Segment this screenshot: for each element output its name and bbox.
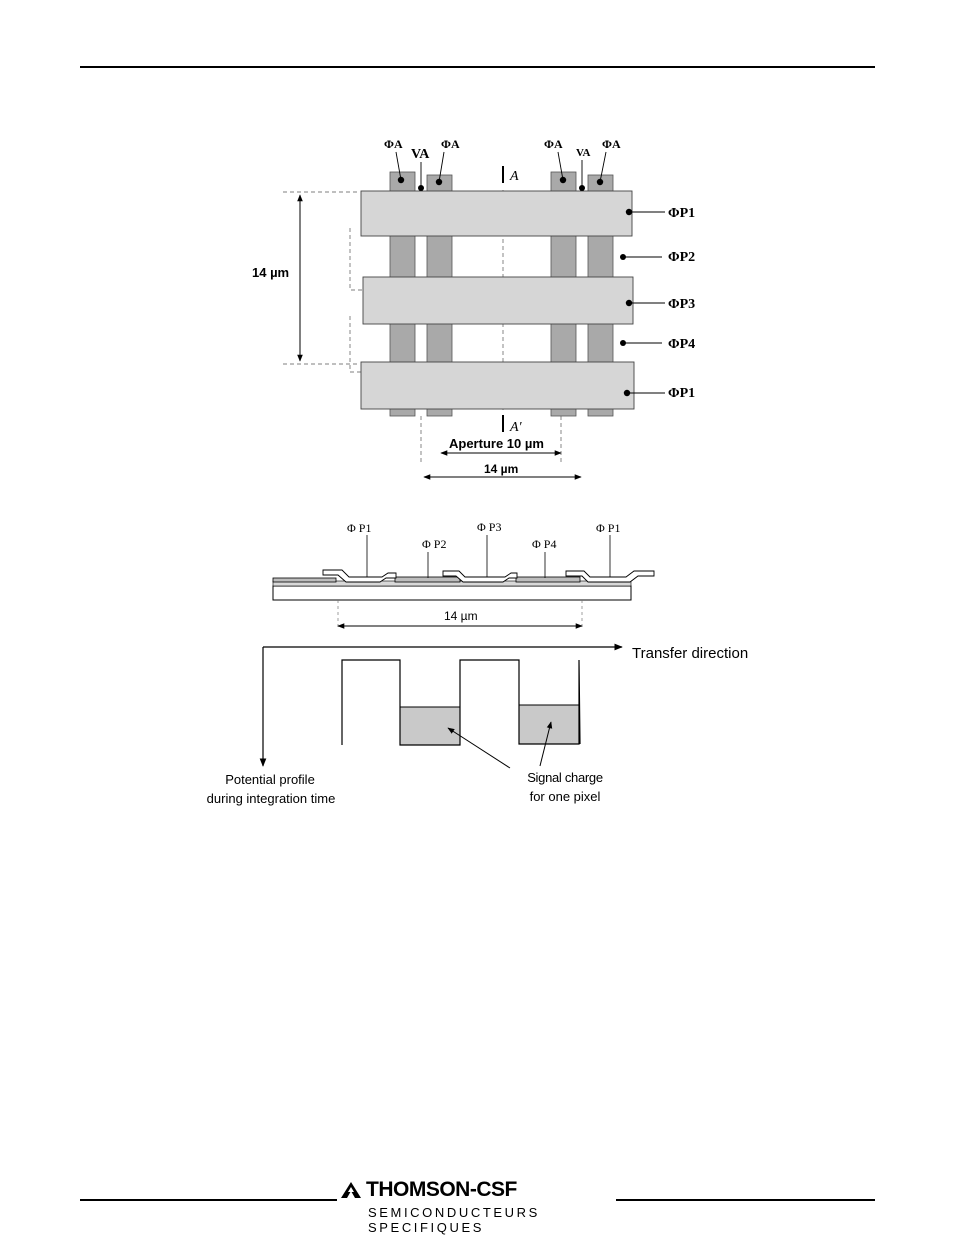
phase-label-p4: ΦP4 <box>668 337 696 352</box>
transfer-direction-label: Transfer direction <box>632 645 749 662</box>
va-label: VA <box>411 147 430 162</box>
phase-label-p3: ΦP3 <box>668 297 696 312</box>
charge-pointer <box>448 728 510 768</box>
phi-a-label: ΦA <box>384 137 403 151</box>
phase-electrodes <box>361 191 634 409</box>
cross-phase-label-p1: Φ P1 <box>347 521 372 535</box>
potential-profile <box>207 645 748 806</box>
footer-rule-right <box>616 1199 875 1201</box>
footer-rule-left <box>80 1199 337 1201</box>
brand-text: THOMSON-CSF <box>366 1178 517 1201</box>
cross-phase-label-p2: Φ P2 <box>422 537 447 551</box>
phi-a-label: ΦA <box>441 137 460 151</box>
brand-division: SEMICONDUCTEURS SPECIFIQUES <box>368 1205 540 1235</box>
cross-phase-label-p3: Φ P3 <box>477 520 502 534</box>
phi-a-label: ΦA <box>544 137 563 151</box>
gate-p2 <box>395 577 460 582</box>
electrode-p3 <box>363 277 633 324</box>
pitch-label: 14 µm <box>252 265 290 280</box>
phase-label-p1: ΦP1 <box>668 206 696 221</box>
cross-phase-label-p4: Φ P4 <box>532 537 557 551</box>
substrate <box>273 586 631 600</box>
phase-label-p1: ΦP1 <box>668 386 696 401</box>
section-label-a-prime: A′ <box>510 420 522 435</box>
aperture-label: Aperture 10 µm <box>449 436 544 451</box>
cross-phase-label-p1: Φ P1 <box>596 521 621 535</box>
section-label-a: A <box>510 169 519 184</box>
phi-a-label: ΦA <box>602 137 621 151</box>
first-level-gates <box>273 577 580 582</box>
charge-label-line1: Signal charge <box>527 770 603 785</box>
electrode-p1-bottom <box>361 362 634 409</box>
top-view <box>252 137 695 477</box>
charge-packet <box>400 707 460 745</box>
cross-pitch-label: 14 µm <box>444 609 478 623</box>
electrode-p1-top <box>361 191 632 236</box>
width-label: 14 µm <box>484 462 519 476</box>
thomson-logo-icon <box>340 1181 362 1199</box>
profile-label-line1: Potential profile <box>225 772 315 787</box>
cross-section <box>273 520 654 630</box>
phase-label-p2: ΦP2 <box>668 250 696 265</box>
charge-packet <box>519 705 579 744</box>
gate-edge <box>273 578 336 582</box>
va-label: VA <box>576 147 591 159</box>
second-level-gates <box>323 570 654 582</box>
footer-brand <box>340 1178 620 1235</box>
gate-p4 <box>516 577 580 582</box>
profile-label-line2: during integration time <box>206 791 336 806</box>
charge-label-line2: for one pixel <box>529 789 601 804</box>
brand-name <box>340 1178 620 1202</box>
